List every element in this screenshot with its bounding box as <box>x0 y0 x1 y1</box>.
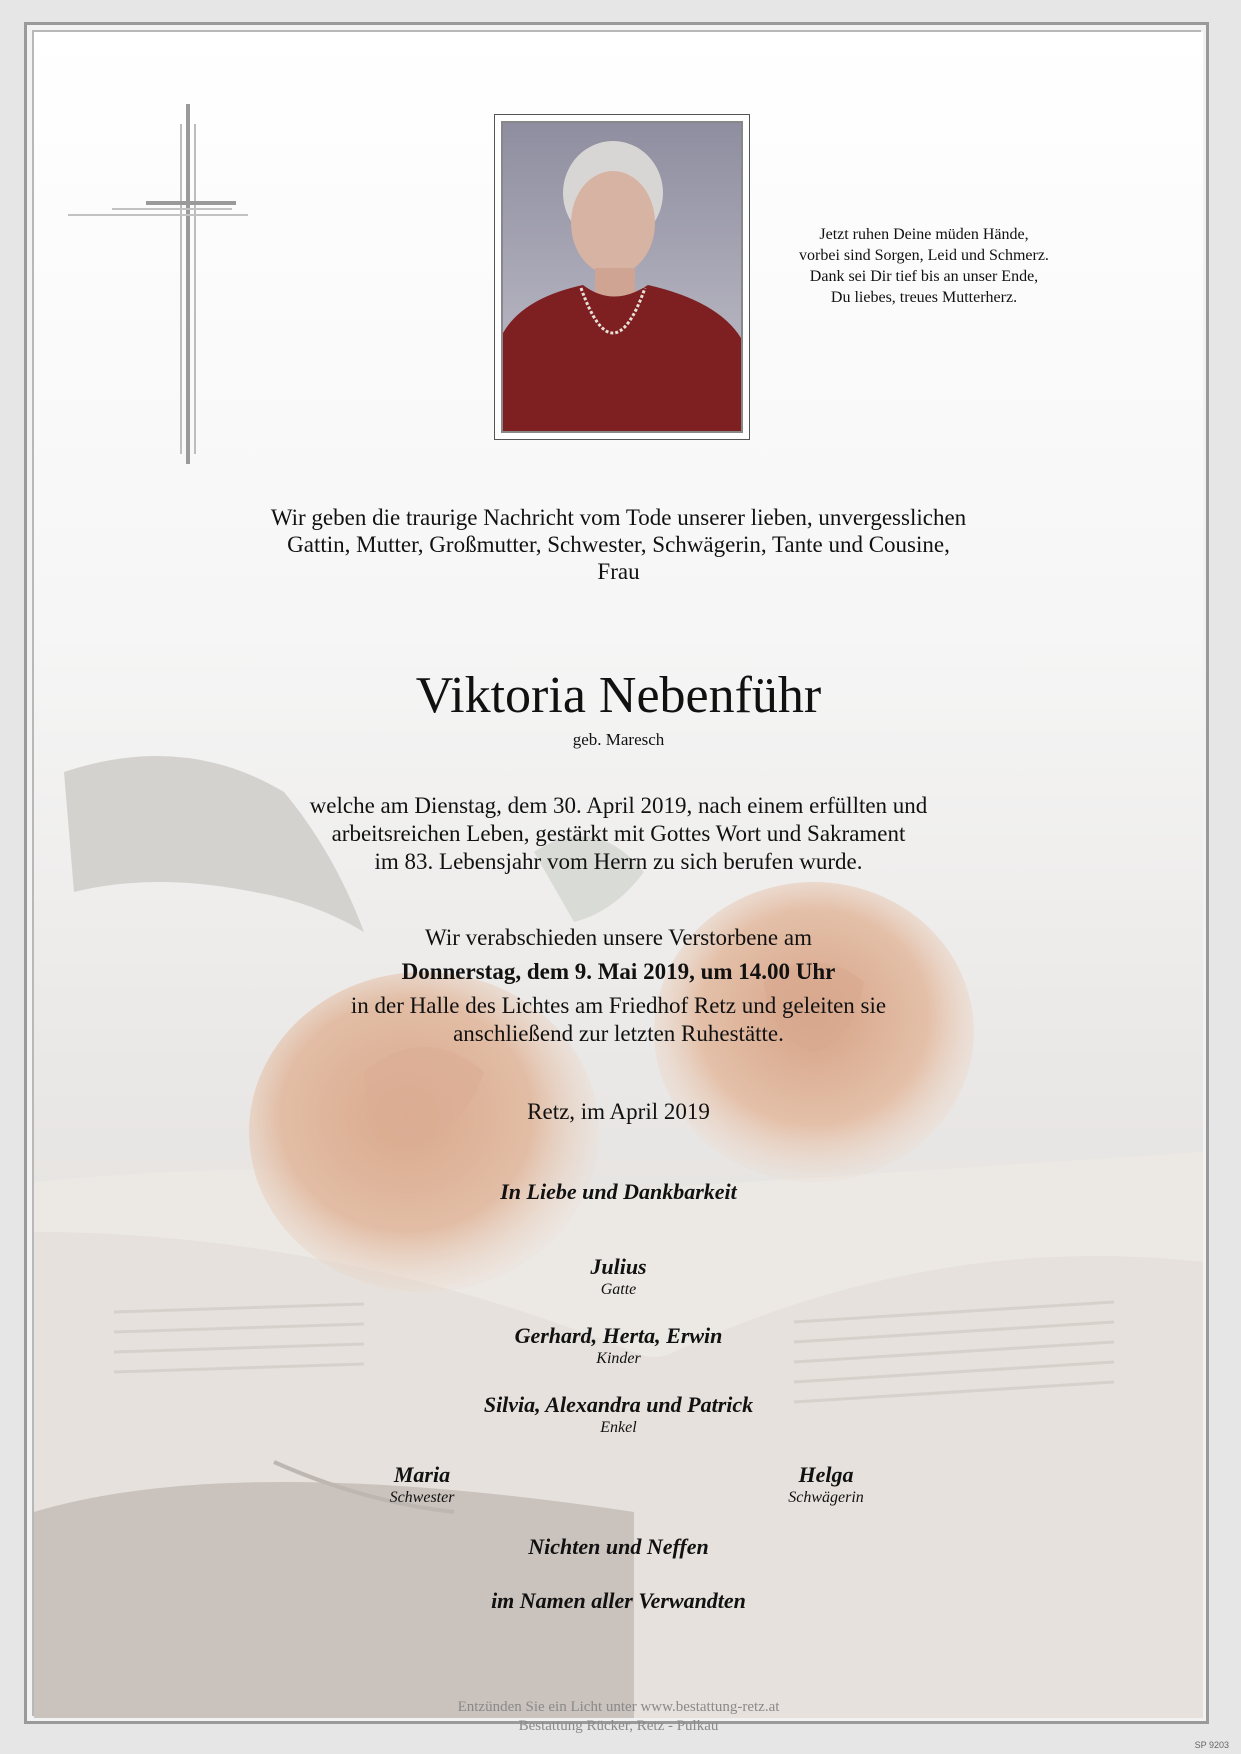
mourner-relation: Schwägerin <box>788 1489 864 1506</box>
mourner-entry-left <box>272 1462 572 1507</box>
deceased-name: Viktoria Nebenführ <box>415 667 822 724</box>
intro-line: Wir geben die traurige Nachricht vom Tode unserer lieben, unvergesslichen <box>270 505 967 530</box>
intro-line: Gattin, Mutter, Großmutter, Schwester, Schwägerin, Tante und Cousine, <box>287 532 950 557</box>
mourner-relation: Schwester <box>389 1489 455 1506</box>
verse-line: Jetzt ruhen Deine müden Hände, <box>819 226 1029 243</box>
footer <box>34 1698 1203 1736</box>
memorial-verse <box>774 224 1074 308</box>
place-line: in der Halle des Lichtes am Friedhof Retz und geleiten sie <box>350 993 887 1018</box>
nieces-nephews: Nichten und Neffen <box>528 1534 709 1559</box>
mourner-relation: Gatte <box>600 1281 637 1298</box>
mourner-relation: Kinder <box>596 1350 641 1367</box>
mourner-name: Julius <box>590 1254 647 1279</box>
footer-candle-link[interactable]: Entzünden Sie ein Licht unter www.bestattung-retz.at <box>457 1699 780 1715</box>
verse-line: Dank sei Dir tief bis an unser Ende, <box>809 268 1039 285</box>
card-content <box>34 32 1203 1734</box>
verse-line: vorbei sind Sorgen, Leid und Schmerz. <box>799 247 1049 264</box>
portrait-frame <box>494 114 750 440</box>
mourner-name: Maria <box>393 1462 451 1487</box>
mourner-name: Silvia, Alexandra und Patrick <box>483 1392 754 1417</box>
all-relatives: im Namen aller Verwandten <box>491 1588 746 1613</box>
mourner-entry <box>34 1254 1203 1299</box>
place-and-date: Retz, im April 2019 <box>527 1099 710 1124</box>
verse-line: Du liebes, treues Mutterherz. <box>830 289 1018 306</box>
mourner-entry <box>34 1392 1203 1437</box>
death-line: im 83. Lebensjahr vom Herrn zu sich berufen wurde. <box>374 849 863 874</box>
funeral-date: Donnerstag, dem 9. Mai 2019, um 14.00 Uhr <box>401 959 836 984</box>
announcement-intro <box>34 504 1203 585</box>
mourner-entry-right <box>676 1462 976 1507</box>
cross-icon <box>68 104 248 464</box>
mourner-entry <box>34 1323 1203 1368</box>
mourner-name: Gerhard, Herta, Erwin <box>514 1323 723 1348</box>
template-code: SP 9203 <box>1194 1740 1229 1750</box>
place-line: anschließend zur letzten Ruhestätte. <box>453 1021 784 1046</box>
mourner-relation: Enkel <box>600 1419 637 1436</box>
death-line: welche am Dienstag, dem 30. April 2019, nach einem erfüllten und <box>309 793 928 818</box>
footer-funeral-home: Bestattung Rücker, Retz - Pulkau <box>518 1718 719 1734</box>
death-line: arbeitsreichen Leben, gestärkt mit Gottes Wort und Sakrament <box>331 821 906 846</box>
death-notice <box>34 792 1203 876</box>
funeral-place <box>34 992 1203 1048</box>
closing-phrase: In Liebe und Dankbarkeit <box>500 1179 737 1204</box>
maiden-name: geb. Maresch <box>572 730 665 749</box>
obituary-card <box>32 30 1201 1734</box>
farewell-intro: Wir verabschieden unsere Verstorbene am <box>425 925 812 950</box>
portrait-photo <box>501 121 743 433</box>
mourner-name: Helga <box>798 1462 854 1487</box>
intro-line: Frau <box>597 559 640 584</box>
